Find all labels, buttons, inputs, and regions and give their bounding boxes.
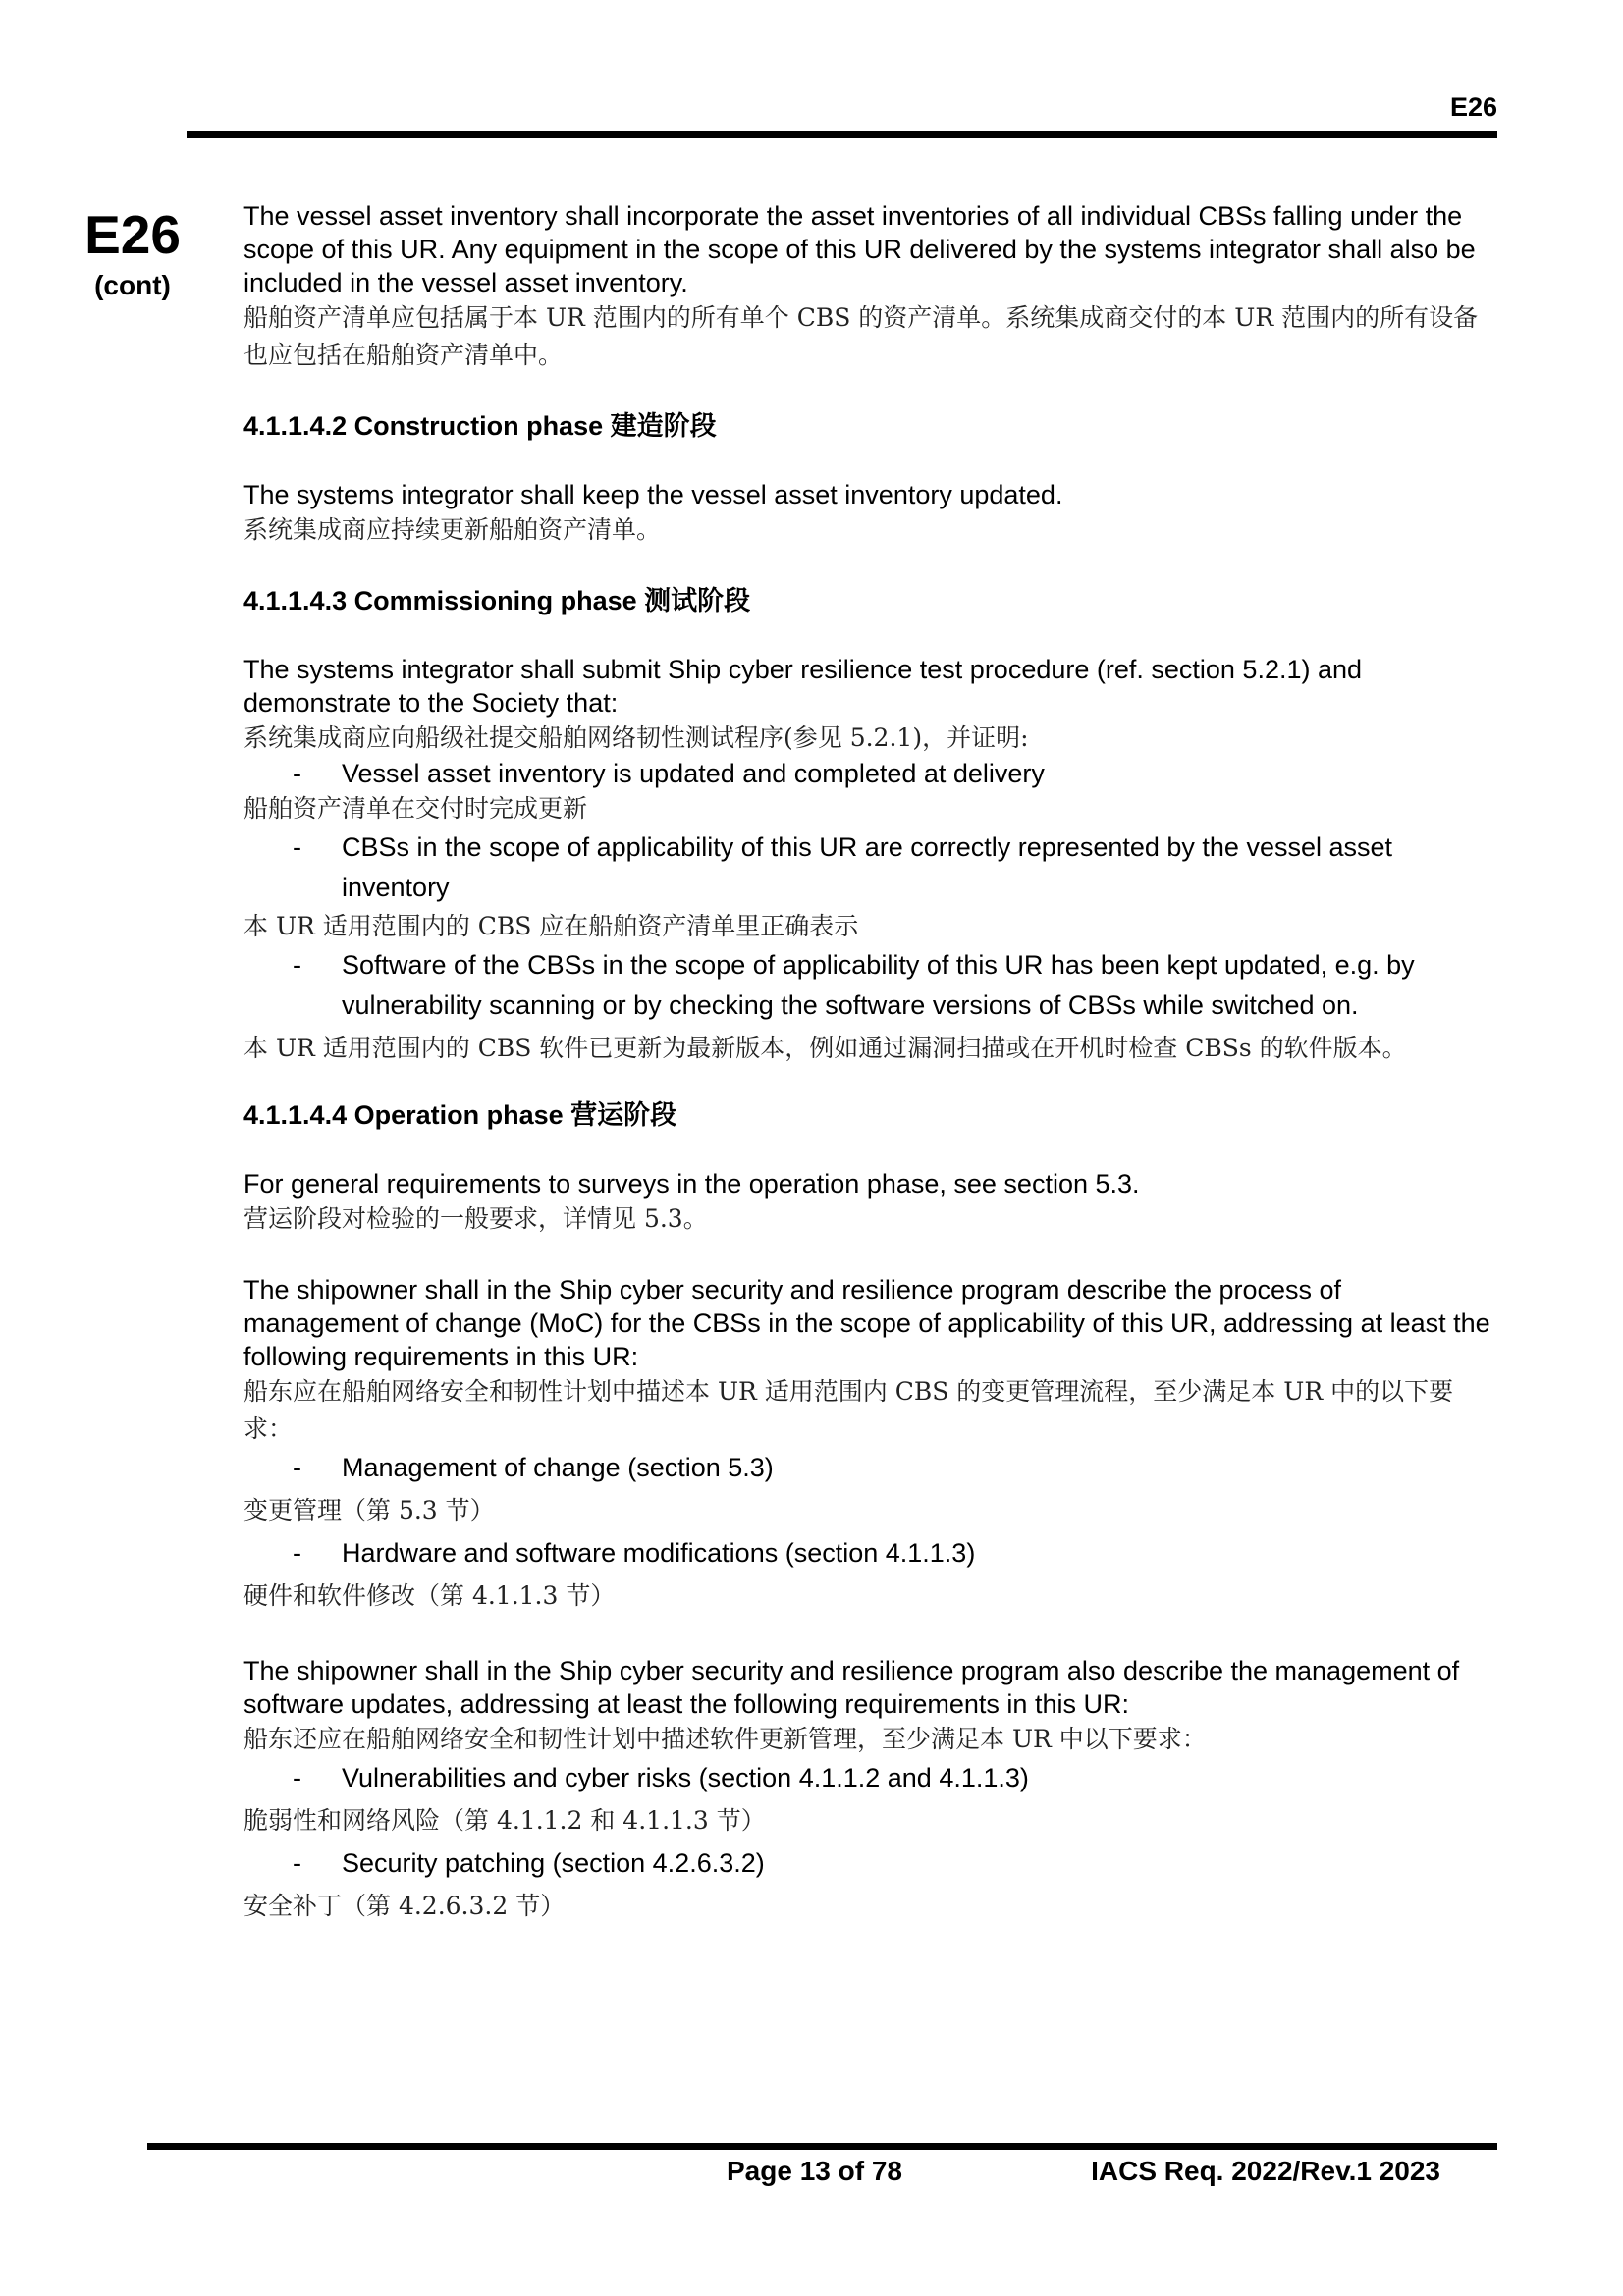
- header-rule: [187, 131, 1497, 138]
- paragraph-operation-zh: 营运阶段对检验的一般要求，详情见 5.3。: [243, 1204, 708, 1233]
- list-item: - CBSs in the scope of applicability of this UR are correctly represented by the vessel asset inventory: [293, 832, 1393, 902]
- list-item-zh: 变更管理（第 5.3 节）: [243, 1496, 495, 1524]
- footer-document-reference: IACS Req. 2022/Rev.1 2023: [1091, 2156, 1440, 2186]
- list-item: - Hardware and software modifications (section 4.1.1.3): [293, 1538, 976, 1568]
- paragraph-moc-en: The shipowner shall in the Ship cyber security and resilience program describe the process of management of change (MoC) for the CBSs in the scope of applicability of this UR, addressing at least the following requirements in this UR:: [243, 1275, 1490, 1371]
- footer-page-number: Page 13 of 78: [727, 2156, 902, 2186]
- heading-construction-phase: 4.1.1.4.2 Construction phase 建造阶段: [243, 411, 717, 441]
- paragraph-operation-en: For general requirements to surveys in the operation phase, see section 5.3.: [243, 1169, 1140, 1199]
- heading-operation-phase: 4.1.1.4.4 Operation phase 营运阶段: [243, 1100, 677, 1130]
- paragraph-moc-zh: 船东应在船舶网络安全和韧性计划中描述本 UR 适用范围内 CBS 的变更管理流程，至少满足本 UR 中的以下要求：: [243, 1377, 1454, 1443]
- list-item: - Vulnerabilities and cyber risks (section 4.1.1.2 and 4.1.1.3): [293, 1763, 1029, 1792]
- list-item-zh: 安全补丁（第 4.2.6.3.2 节）: [243, 1892, 566, 1920]
- heading-commissioning-phase: 4.1.1.4.3 Commissioning phase 测试阶段: [243, 586, 751, 615]
- paragraph-inventory-en: The vessel asset inventory shall incorporate the asset inventories of all individual CBSs falling under the scope of this UR. Any equipment in the scope of this UR delivered by the systems integrator shall also be included in the vessel asset inventory.: [243, 201, 1476, 297]
- paragraph-software-updates-en: The shipowner shall in the Ship cyber security and resilience program also describe the management of software updates, addressing at least the following requirements in this UR:: [243, 1656, 1460, 1719]
- side-cont-label: (cont): [94, 270, 171, 300]
- list-item-zh: 船舶资产清单在交付时完成更新: [243, 794, 588, 823]
- footer-rule: [147, 2143, 1497, 2150]
- paragraph-construction-en: The systems integrator shall keep the vessel asset inventory updated.: [243, 480, 1063, 509]
- list-item-zh: 脆弱性和网络风险（第 4.1.1.2 和 4.1.1.3 节）: [243, 1806, 766, 1835]
- list-item-zh: 本 UR 适用范围内的 CBS 软件已更新为最新版本，例如通过漏洞扫描或在开机时检查 CBSs 的软件版本。: [243, 1034, 1407, 1062]
- header-document-code: E26: [1449, 92, 1497, 122]
- list-item: - Software of the CBSs in the scope of applicability of this UR has been kept updated, e.g. by vulnerability scanning or by checking the software versions of CBSs while switched on.: [293, 950, 1415, 1020]
- side-document-code: E26: [84, 204, 181, 265]
- list-item-zh: 硬件和软件修改（第 4.1.1.3 节）: [243, 1581, 616, 1610]
- paragraph-software-updates-zh: 船东还应在船舶网络安全和韧性计划中描述软件更新管理，至少满足本 UR 中以下要求：: [243, 1725, 1207, 1753]
- list-item: - Vessel asset inventory is updated and completed at delivery: [293, 759, 1045, 788]
- list-item: - Security patching (section 4.2.6.3.2): [293, 1848, 765, 1878]
- list-item-zh: 本 UR 适用范围内的 CBS 应在船舶资产清单里正确表示: [243, 912, 859, 940]
- main-content: [243, 199, 1492, 1929]
- list-item: - Management of change (section 5.3): [293, 1453, 774, 1482]
- paragraph-commissioning-zh: 系统集成商应向船级社提交船舶网络韧性测试程序(参见 5.2.1)，并证明:: [243, 723, 1029, 752]
- paragraph-construction-zh: 系统集成商应持续更新船舶资产清单。: [243, 515, 662, 544]
- side-tag: [69, 204, 196, 301]
- paragraph-commissioning-en: The systems integrator shall submit Ship cyber resilience test procedure (ref. section 5.2.1) and demonstrate to the Society that:: [243, 655, 1363, 718]
- paragraph-inventory-zh: 船舶资产清单应包括属于本 UR 范围内的所有单个 CBS 的资产清单。系统集成商交付的本 UR 范围内的所有设备也应包括在船舶资产清单中。: [243, 303, 1479, 369]
